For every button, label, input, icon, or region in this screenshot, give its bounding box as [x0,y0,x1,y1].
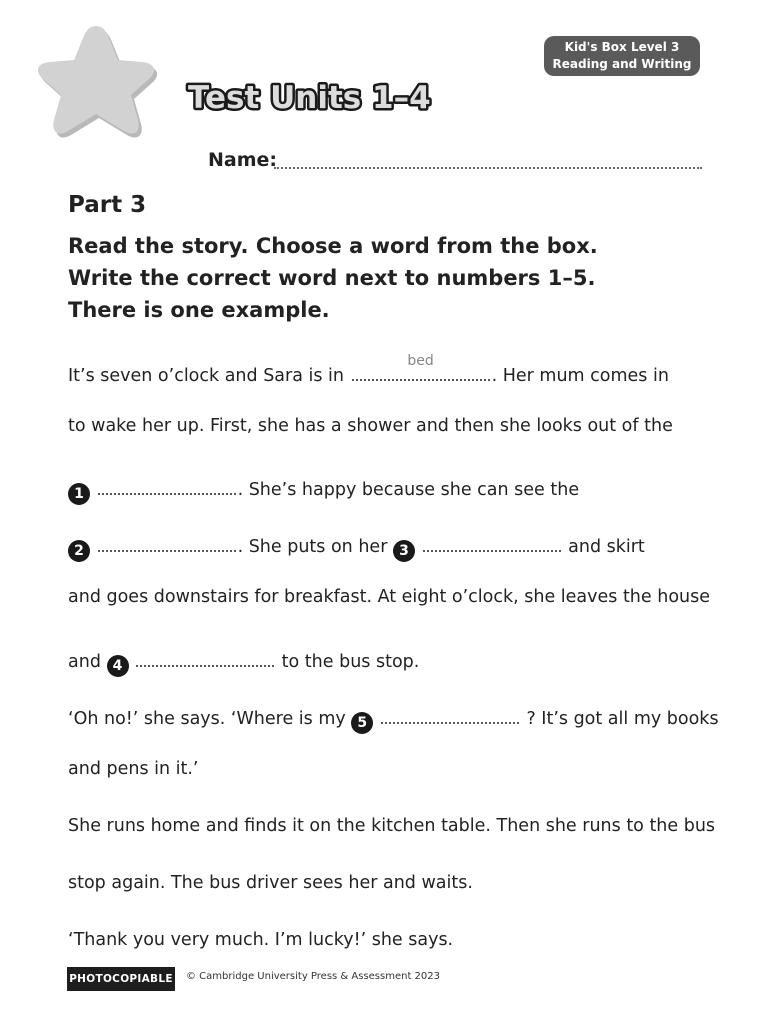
photocopiable-label: PHOTOCOPIABLE [67,967,175,991]
story-line-9: She runs home and finds it on the kitchen table. Then she runs to the bus [68,816,716,836]
story-text: It’s seven o’clock and Sara is in [68,366,345,386]
level-badge [544,36,700,76]
story-line-4 [68,528,728,562]
page-title-text: Test Units 1–4 [188,80,431,116]
story-line-7 [68,700,728,734]
question-number-5: 5 [351,712,373,734]
answer-blank-3[interactable] [423,528,561,552]
answer-blank-5[interactable] [381,700,519,724]
instruction-line-1: Read the story. Choose a word from the box. [68,234,598,258]
story-text: . She puts on her [237,537,388,557]
question-number-3: 3 [393,540,415,562]
story-line-11: ‘Thank you very much. I’m lucky!’ she says. [68,930,454,950]
answer-blank-1[interactable] [98,471,236,495]
example-blank [352,353,490,381]
answer-blank-4[interactable] [136,643,274,667]
question-number-1: 1 [68,483,90,505]
star-icon [30,20,162,144]
part-heading: Part 3 [68,192,147,218]
story-line-2: to wake her up. First, she has a shower and then she looks out of the [68,416,673,436]
name-field[interactable] [208,149,702,175]
story-text: to the bus stop. [281,652,420,672]
example-answer: bed [407,353,434,369]
badge-line-2: Reading and Writing [552,57,692,71]
question-number-2: 2 [68,540,90,562]
story-line-5: and goes downstairs for breakfast. At eight o’clock, she leaves the house [68,587,710,607]
story-line-6 [68,643,728,677]
story-text: . She’s happy because she can see the [237,480,580,500]
copyright-text: © Cambridge University Press & Assessment 2023 [186,971,441,982]
story-line-3 [68,471,728,505]
answer-blank-2[interactable] [98,528,236,552]
story-line-8: and pens in it.’ [68,759,199,779]
story-text: and skirt [568,537,645,557]
story-text: ‘Oh no!’ she says. ‘Where is my [68,709,346,729]
instruction-line-2: Write the correct word next to numbers 1–5. [68,266,596,290]
name-line[interactable] [274,167,702,169]
story-text: . Her mum comes in [491,366,669,386]
instruction-line-3: There is one example. [68,298,330,322]
story-line-1 [68,353,728,388]
badge-line-1: Kid's Box Level 3 [564,40,680,54]
story-line-10: stop again. The bus driver sees her and waits. [68,873,473,893]
page-title [180,72,440,122]
story-text: ? It’s got all my books [526,709,719,729]
question-number-4: 4 [107,655,129,677]
name-label: Name: [208,149,278,171]
story-text: and [68,652,101,672]
